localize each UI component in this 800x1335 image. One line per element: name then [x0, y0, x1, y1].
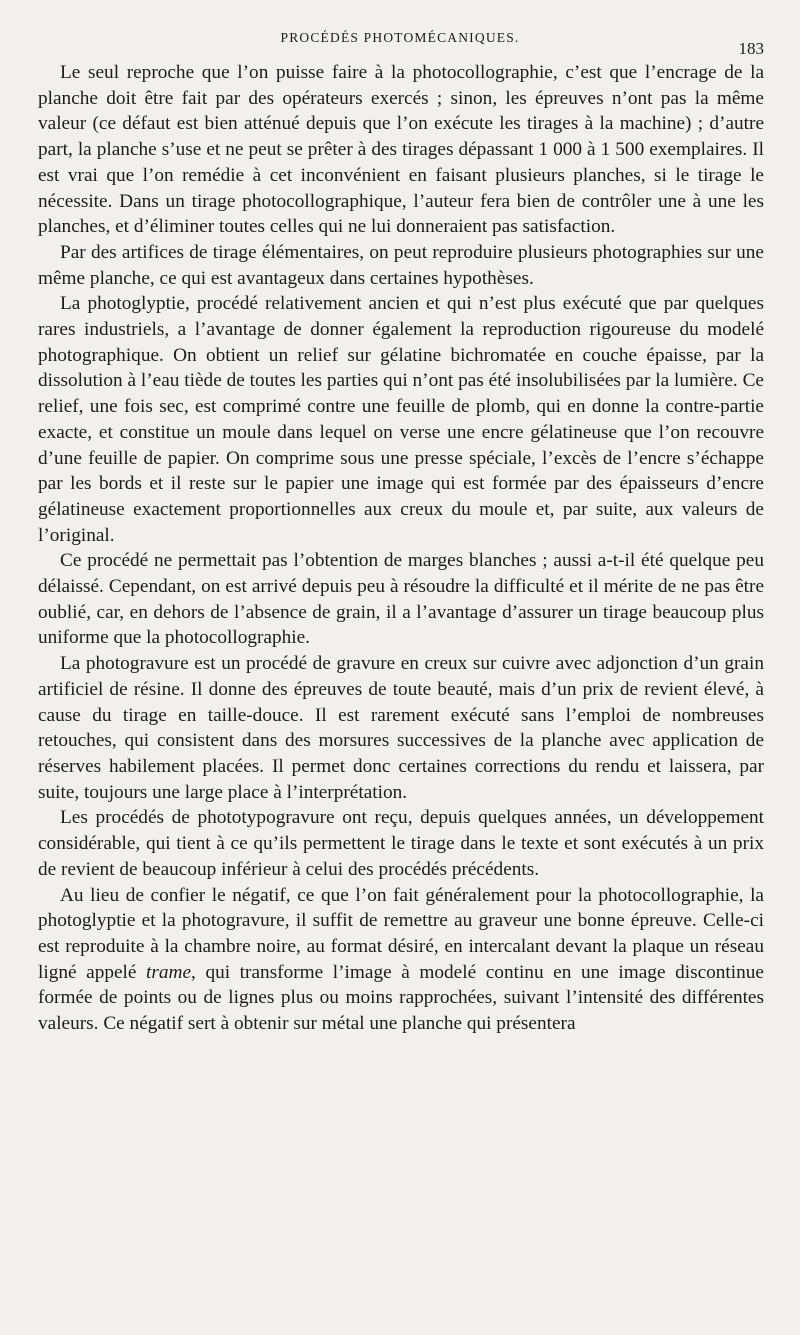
paragraph-negatif-trame	[38, 883, 764, 1037]
body-text	[38, 60, 764, 1037]
running-title: PROCÉDÉS PHOTOMÉCANIQUES.	[280, 30, 520, 45]
paragraph-photogravure: La photogravure est un procédé de gravure en creux sur cuivre avec adjonction d’un grain artificiel de résine. Il donne des épreuves de toute beauté, mais d’un prix de revient élevé, à cause du tirage en taille-douce. Il est rarement exécuté sans l’emploi de nombreuses retouches, qui consistent dans des morsures successives de la planche avec application de réserves habilement placées. Il permet donc certaines corrections du rendu et laissera, par suite, toujours une large place à l’interprétation.	[38, 653, 764, 803]
running-header	[0, 30, 800, 58]
paragraph-text-before-italic: Au lieu de confier le négatif, ce que l’on fait généralement pour la photocollographie, la photoglyptie et la photogravure, il suffit de remettre au graveur une bonne épreuve. Celle-ci est reproduite à la chambre noire, au format désiré, en intercalant devant la plaque un réseau ligné appelé	[38, 884, 764, 983]
page-number: 183	[738, 39, 764, 58]
italic-term-trame: trame	[146, 961, 192, 983]
paragraph-phototypogravure: Les procédés de phototypogravure ont reçu, depuis quelques années, un développement considérable, qui tient à ce qu’ils permettent le tirage dans le texte et sont exécutés à un prix de revient de beaucoup inférieur à celui des procédés précédents.	[38, 807, 764, 880]
paragraph-text-after-italic: , qui transforme l’image à modelé continu en une image discontinue formée de points ou de lignes plus ou moins rapprochées, suivant l’intensité des différentes valeurs. Ce négatif sert à obtenir sur métal une planche qui présentera	[38, 961, 764, 1035]
paragraph-photoglyptie: La photoglyptie, procédé relativement ancien et qui n’est plus exécuté que par quelques rares industriels, a l’avantage de donner également la reproduction rigoureuse du modelé photographique. On obtient un relief sur gélatine bichromatée en couche épaisse, par la dissolution à l’eau tiède de toutes les parties qui n’ont pas été insolubilisées par la lumière. Ce relief, une fois sec, est comprimé contre une feuille de plomb, qui en donne la contre-partie exacte, et constitue un moule dans lequel on verse une encre gélatineuse que l’on recouvre d’une feuille de papier. On comprime sous une presse spéciale, l’excès de l’encre s’échappe par les bords et il reste sur le papier une image qui est formée par des épaisseurs d’encre gélatineuse exactement proportionnelles aux creux du moule et, par suite, aux valeurs de l’original.	[38, 293, 764, 546]
paragraph-marges-blanches: Ce procédé ne permettait pas l’obtention de marges blanches ; aussi a-t-il été quelque peu délaissé. Cependant, on est arrivé depuis peu à résoudre la difficulté et il mérite de ne pas être oublié, car, en dehors de l’absence de grain, il a l’avantage d’assurer un tirage beaucoup plus uniforme que la photocollographie.	[38, 550, 764, 649]
paragraph-photocollographie-reproche: Le seul reproche que l’on puisse faire à la photocollographie, c’est que l’encrage de la planche doit être fait par des opérateurs exercés ; sinon, les épreuves n’ont pas la même valeur (ce défaut est bien atténué depuis que l’on exécute les tirages à la machine) ; d’autre part, la planche s’use et ne peut se prêter à des tirages dépassant 1 000 à 1 500 exemplaires. Il est vrai que l’on remédie à cet inconvénient en faisant plusieurs planches, si le tirage le nécessite. Dans un tirage photocollographique, l’auteur fera bien de contrôler une à une les planches, et d’éliminer toutes celles qui ne lui donneraient pas satisfaction.	[38, 62, 764, 238]
paragraph-artifices-tirage: Par des artifices de tirage élémentaires, on peut reproduire plusieurs photographies sur une même planche, ce qui est avantageux dans certaines hypothèses.	[38, 241, 764, 289]
